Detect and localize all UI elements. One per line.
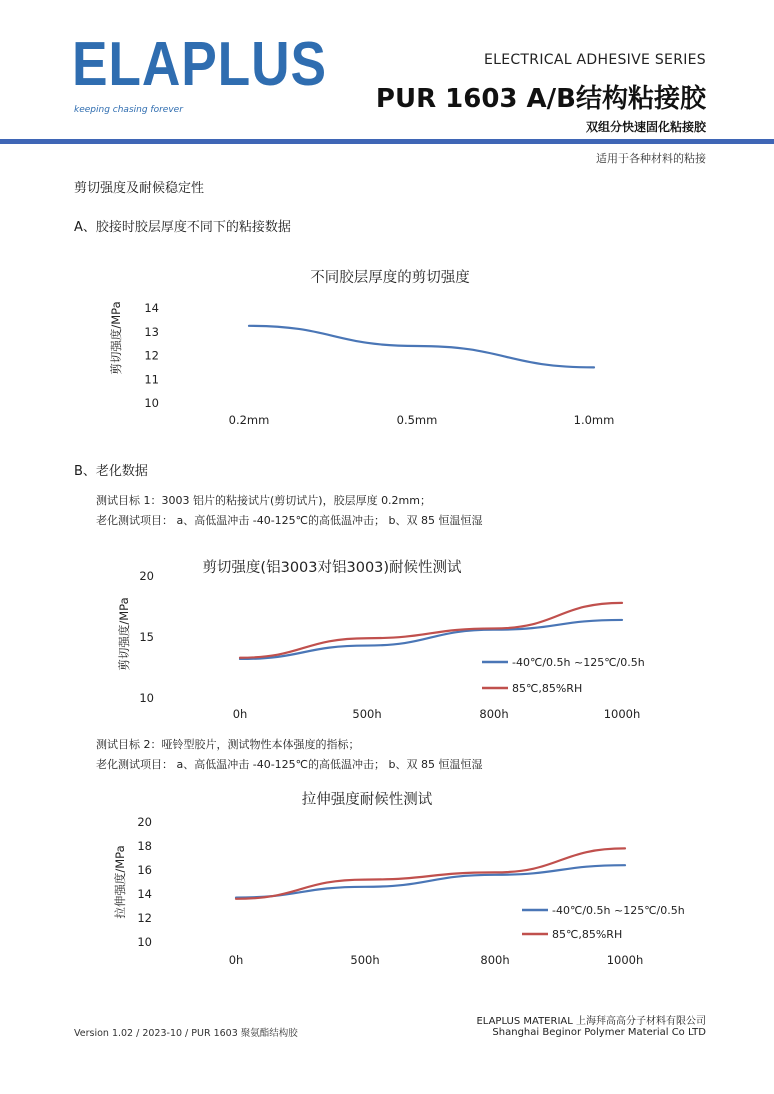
x-tick-label: 800h [480, 953, 510, 967]
x-tick-label: 0h [228, 953, 244, 967]
brand-tagline: keeping chasing forever [74, 105, 183, 115]
section-title: 剪切强度及耐候稳定性 [74, 181, 205, 196]
x-tick-label: 500h [350, 953, 380, 967]
test-target-1: 测试目标 1：3003 铝片的粘接试片(剪切试片)，胶层厚度 0.2mm； [96, 494, 431, 507]
y-tick-label: 20 [137, 815, 152, 829]
y-axis-label: 剪切强度/MPa [109, 301, 123, 375]
series-line-1 [249, 326, 594, 368]
y-tick-label: 18 [137, 839, 152, 853]
tensile-weathering-chart [74, 782, 704, 972]
y-tick-label: 11 [144, 372, 159, 387]
y-tick-label: 16 [137, 863, 152, 877]
y-tick-label: 12 [137, 911, 152, 925]
chart-title: 拉伸强度耐候性测试 [301, 792, 433, 808]
product-title: PUR 1603 A/B结构粘接胶 [375, 84, 706, 114]
y-tick-label: 13 [144, 324, 159, 339]
y-tick-label: 12 [144, 348, 159, 363]
y-tick-label: 10 [139, 691, 154, 705]
aging-items-2: 老化测试项目： a、高低温冲击 -40-125℃的高低温冲击； b、双 85 恒温恒湿 [96, 758, 483, 771]
product-subtitle: 双组分快速固化粘接胶 [585, 120, 706, 134]
y-axis-label: 剪切强度/MPa [117, 597, 131, 671]
section-b-title: B、老化数据 [74, 464, 148, 479]
series-label: ELECTRICAL ADHESIVE SERIES [483, 52, 706, 68]
legend-label-2: 85℃,85%RH [552, 928, 623, 941]
y-tick-label: 10 [144, 396, 159, 410]
thickness-shear-chart [74, 258, 704, 438]
x-tick-label: 0h [232, 707, 248, 721]
brand-logo: ELAPLUS [72, 30, 327, 99]
x-tick-label: 0.2mm [228, 413, 270, 427]
x-tick-label: 800h [479, 707, 509, 721]
y-tick-label: 14 [137, 887, 152, 901]
chart-title: 剪切强度(铝3003对铝3003)耐候性测试 [202, 560, 462, 576]
series-line-2 [236, 848, 625, 898]
footer-version: Version 1.02 / 2023-10 / PUR 1603 聚氨酯结构胶 [74, 1028, 298, 1039]
header-divider [0, 139, 774, 144]
y-tick-label: 14 [144, 301, 159, 315]
legend-label-1: -40℃/0.5h ~125℃/0.5h [512, 656, 645, 669]
y-axis-label: 拉伸强度/MPa [113, 845, 127, 919]
series-line-1 [240, 620, 622, 659]
y-tick-label: 15 [139, 630, 154, 644]
y-tick-label: 10 [137, 935, 152, 949]
legend-label-2: 85℃,85%RH [512, 682, 583, 695]
series-line-2 [240, 603, 622, 658]
x-tick-label: 1000h [603, 707, 641, 721]
shear-weathering-chart [74, 548, 704, 728]
test-target-2: 测试目标 2：哑铃型胶片，测试物性本体强度的指标； [96, 738, 360, 751]
aging-items-1: 老化测试项目： a、高低温冲击 -40-125℃的高低温冲击； b、双 85 恒温恒湿 [96, 514, 483, 527]
x-tick-label: 500h [352, 707, 382, 721]
section-a-title: A、胶接时胶层厚度不同下的粘接数据 [74, 220, 291, 235]
application-note: 适用于各种材料的粘接 [596, 152, 706, 165]
y-tick-label: 20 [139, 569, 154, 583]
x-tick-label: 1.0mm [573, 413, 615, 427]
x-tick-label: 1000h [606, 953, 644, 967]
series-line-1 [236, 865, 625, 897]
legend-label-1: -40℃/0.5h ~125℃/0.5h [552, 904, 685, 917]
x-tick-label: 0.5mm [396, 413, 438, 427]
footer-company-en: Shanghai Beginor Polymer Material Co LTD [492, 1027, 706, 1038]
chart-title: 不同胶层厚度的剪切强度 [310, 270, 470, 286]
footer-company: ELAPLUS MATERIAL 上海拜高高分子材料有限公司 [476, 1016, 706, 1027]
